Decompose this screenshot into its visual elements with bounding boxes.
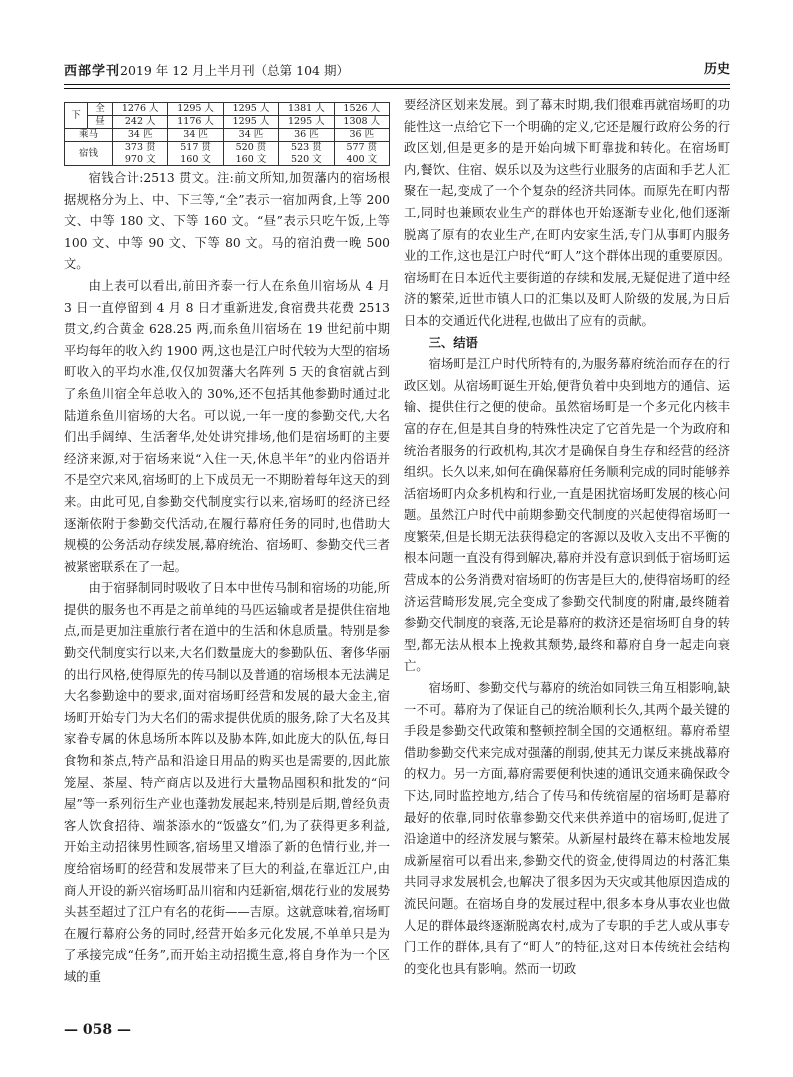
table-cell: 全: [88, 103, 113, 116]
table-cell: 520 贯 160 文: [223, 142, 278, 166]
table-cell: 1526 人: [334, 103, 389, 116]
paragraph: 宿钱合计:2513 贯文。注:前文所知,加贺藩内的宿场根据规格分为上、中、下三等,“全”表示一宿加两食,上等 200 文、中等 180 文、下等 160 文。“昼”表示只吃午饭,上等 100 文、中等 90 文、下等 80 文。马的宿泊费一晚 500 文。: [64, 171, 390, 272]
page-number: — 058 —: [64, 1022, 131, 1038]
table-row: [65, 142, 390, 166]
header-rule: [64, 84, 730, 85]
table-row: [65, 116, 390, 129]
section-heading: 三、结语: [428, 335, 478, 350]
table-cell: 577 贯 400 文: [334, 142, 389, 166]
table-cell: 1295 人: [279, 116, 334, 129]
table-cell: 373 贯 970 文: [113, 142, 168, 166]
journal-name: 西部学刊: [64, 64, 121, 79]
paragraph: 要经济区划来发展。到了幕末时期,我们很难再就宿场町的功能性这一点给它下一个明确的定义,它还是履行政府公务的行政区划,但是更多的是开始向城下町靠拢和转化。在宿场町内,餐饮、住宿、娱乐以及为这些行业服务的店面和手艺人汇聚在一起,变成了一个个复杂的经济共同体。而原先在町内帮工,同时也兼顾农业生产的群体也开始逐渐专业化,他们逐渐脱离了原有的农业生产,在町内安家生活,专门从事町内服务业的工作,这也是江户时代“町人”这个群体出现的重要原因。宿场町在日本近代主要街道的存续和发展,无疑促进了道中经济的繁荣,近世市镇人口的汇集以及町人阶级的发展,为日后日本的交通近代化进程,也做出了应有的贡献。: [404, 98, 730, 328]
table-cell: 517 贯 160 文: [168, 142, 223, 166]
header-rule-thin: [64, 88, 730, 89]
lodging-table: [64, 102, 390, 166]
header-journal-info: [64, 60, 349, 79]
paragraph: 宿场町是江户时代所特有的,为服务幕府统治而存在的行政区划。从宿场町诞生开始,便背负着中央到地方的通信、运输、提供住行之便的使命。虽然宿场町是一个多元化内核丰富的存在,但是其自身的特殊性决定了它首先是一个为政府和统治者服务的行政机构,其次才是确保自身生存和经营的经济组织。长久以来,如何在确保幕府任务顺利完成的同时能够养活宿场町内众多机构和行业,一直是困扰宿场町发展的核心问题。虽然江户时代中前期参勤交代制度的兴起使得宿场町一度繁荣,但是长期无法获得稳定的客源以及收入支出不平衡的根本问题一直没有得到解决,幕府并没有意识到低于宿场町运营成本的公务消费对宿场町的伤害是巨大的,使得宿场町的经济运营畸形发展,完全变成了参勤交代制度的附庸,最终随着参勤交代制度的衰落,无论是幕府的救济还是宿场町自身的转型,都无法从根本上挽救其颓势,最终和幕府自身一起走向衰亡。: [404, 357, 730, 674]
table-cell: 34 匹: [168, 129, 223, 142]
table-cell: 1295 人: [223, 103, 278, 116]
table-cell: 242 人: [113, 116, 168, 129]
table-cell: 1176 人: [168, 116, 223, 129]
table-cell: 1308 人: [334, 116, 389, 129]
table-cell: 宿钱: [65, 142, 113, 166]
table-cell: 昼: [88, 116, 113, 129]
table-cell: 1295 人: [168, 103, 223, 116]
table-row: [65, 129, 390, 142]
paragraph: 由上表可以看出,前田齐泰一行人在糸鱼川宿场从 4 月 3 日一直停留到 4 月 8 日才重新进发,食宿费共花费 2513 贯文,约合黄金 628.25 两,而糸鱼川宿场在 19 世纪前中期平均每年的收入约 1900 两,这也是江户时代较为大型的宿场町收入的平均水准,仅仅加贺藩大名阵列 5 天的食宿就占到了糸鱼川宿全年总收入的 30%,还不包括其他参勤时通过北陆道糸鱼川宿场的大名。可以说,一年一度的参勤交代,大名们出手阔绰、生活奢华,处处讲究排场,他们是宿场町的主要经济来源,对于宿场来说“入住一天,休息半年”的业内俗语并不是空穴来风,宿场町的上下成员无一不期盼着每年这天的到来。由此可见,自参勤交代制度实行以来,宿场町的经济已经逐渐依附于参勤交代活动,在履行幕府任务的同时,也借助大规模的公务活动存续发展,幕府统治、宿场町、参勤交代三者被紧密联系在了一起。: [64, 278, 390, 574]
table-cell: 1276 人: [113, 103, 168, 116]
table-cell: 乘马: [65, 129, 113, 142]
section-name: 历史: [703, 62, 730, 77]
table-cell: 1295 人: [223, 116, 278, 129]
table-cell: 523 贯 520 文: [279, 142, 334, 166]
table-cell: 34 匹: [113, 129, 168, 142]
table-cell: 36 匹: [334, 129, 389, 142]
table-row: [65, 103, 390, 116]
paragraph: 由于宿驿制同时吸收了日本中世传马制和宿场的功能,所提供的服务也不再是之前单纯的马匹运输或者是提供住宿地点,而是更加注重旅行者在道中的生活和休息质量。特别是参勤交代制度实行以来,大名们数量庞大的参勤队伍、奢侈华丽的出行风格,使得原先的传马制以及普通的宿场根本无法满足大名参勤途中的要求,面对宿场町经营和发展的最大金主,宿场町开始专门为大名们的需求提供优质的服务,除了大名及其家眷专属的休息场所本阵以及胁本阵,如此庞大的队伍,每日食物和茶点,特产品和沿途日用品的购买也是需要的,因此旅笼屋、茶屋、特产商店以及进行大量物品囤积和批发的“问屋”等一系列衍生产业也蓬勃发展起来,特别是后期,曾经负责客人饮食招待、端茶添水的“饭盛女”们,为了获得更多利益,开始主动招徕男性顾客,宿场里又增添了新的色情行业,并一度给宿场町的经营和发展带来了巨大的利益,在靠近江户,由商人开设的新兴宿场町品川宿和内廷新宿,烟花行业的发展势头甚至超过了江户有名的花街——吉原。这就意味着,宿场町在履行幕府公务的同时,经营开始多元化发展,不单单只是为了承接完成“任务”,而开始主动招揽生意,将自身作为一个区域的重: [64, 581, 390, 984]
page-header: [64, 58, 730, 82]
table-cell: 下: [65, 103, 88, 129]
issue-info: 2019 年 12 月上半月刊（总第 104 期）: [120, 63, 349, 78]
table-cell: 34 匹: [223, 129, 278, 142]
left-column: [64, 96, 390, 989]
table-cell: 1381 人: [279, 103, 334, 116]
table-cell: 36 匹: [279, 129, 334, 142]
paragraph: 宿场町、参勤交代与幕府的统治如同铁三角互相影响,缺一不可。幕府为了保证自己的统治顺利长久,其两个最关键的手段是参勤交代政策和整顿控制全国的交通枢纽。幕府希望借助参勤交代来完成对强藩的削弱,使其无力谋反来挑战幕府的权力。另一方面,幕府需要便利快速的通讯交通来确保政令下达,同时监控地方,结合了传马和传统宿屋的宿场町是幕府最好的依靠,同时依靠参勤交代来供养道中的宿场町,促进了沿途道中的经济发展与繁荣。从新屋村最终在幕末检地发展成新屋宿可以看出来,参勤交代的资金,使得周边的村落汇集共同寻求发展机会,也解决了很多因为天灾或其他原因造成的流民问题。在宿场自身的发展过程中,很多本身从事农业也做人足的群体最终逐渐脱离农村,成为了专职的手艺人或从事专门工作的群体,具有了“町人”的特征,这对日本传统社会结构的变化也具有影响。然而一切政: [404, 681, 730, 976]
right-column: [404, 95, 730, 980]
